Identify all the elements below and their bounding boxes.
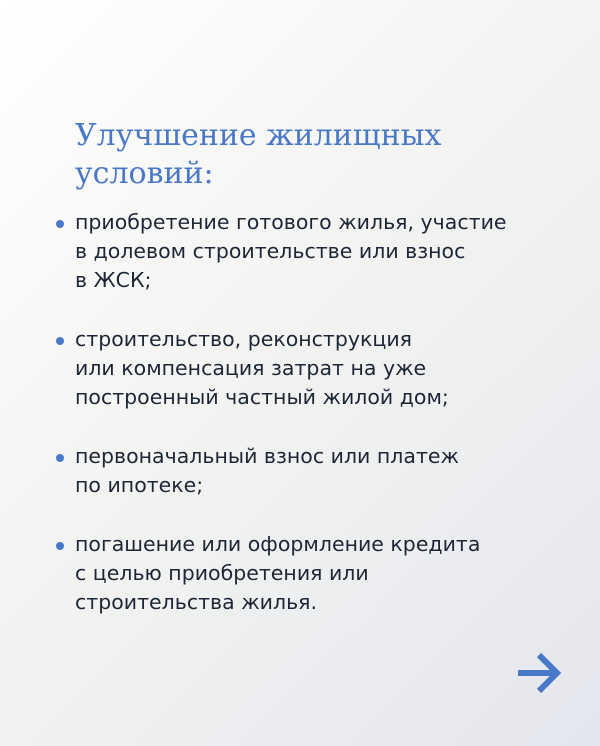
bullet-icon <box>56 542 64 550</box>
item-line: приобретение готового жилья, участие <box>75 210 507 234</box>
list-item <box>56 442 556 500</box>
title-line: Улучшение жилищных <box>75 118 442 153</box>
bullet-icon <box>56 220 64 228</box>
item-line: построенный частный жилой дом; <box>75 385 449 409</box>
item-line: с целью приобретения или <box>75 561 369 585</box>
item-line: погашение или оформление кредита <box>75 532 481 556</box>
bullet-icon <box>56 454 64 462</box>
page-title <box>75 117 441 193</box>
item-line: строительства жилья. <box>75 590 318 614</box>
item-line: в долевом строительстве или взнос <box>75 239 466 263</box>
title-line: условий: <box>75 156 214 191</box>
item-line: или компенсация затрат на уже <box>75 356 427 380</box>
arrow-right-icon[interactable] <box>515 650 563 696</box>
item-line: первоначальный взнос или платеж <box>75 444 459 468</box>
item-line: в ЖСК; <box>75 268 152 292</box>
list-item <box>56 325 556 412</box>
bullet-icon <box>56 337 64 345</box>
bullet-list <box>56 208 556 647</box>
list-item <box>56 208 556 295</box>
item-line: строительство, реконструкция <box>75 327 412 351</box>
item-line: по ипотеке; <box>75 473 204 497</box>
list-item <box>56 530 556 617</box>
